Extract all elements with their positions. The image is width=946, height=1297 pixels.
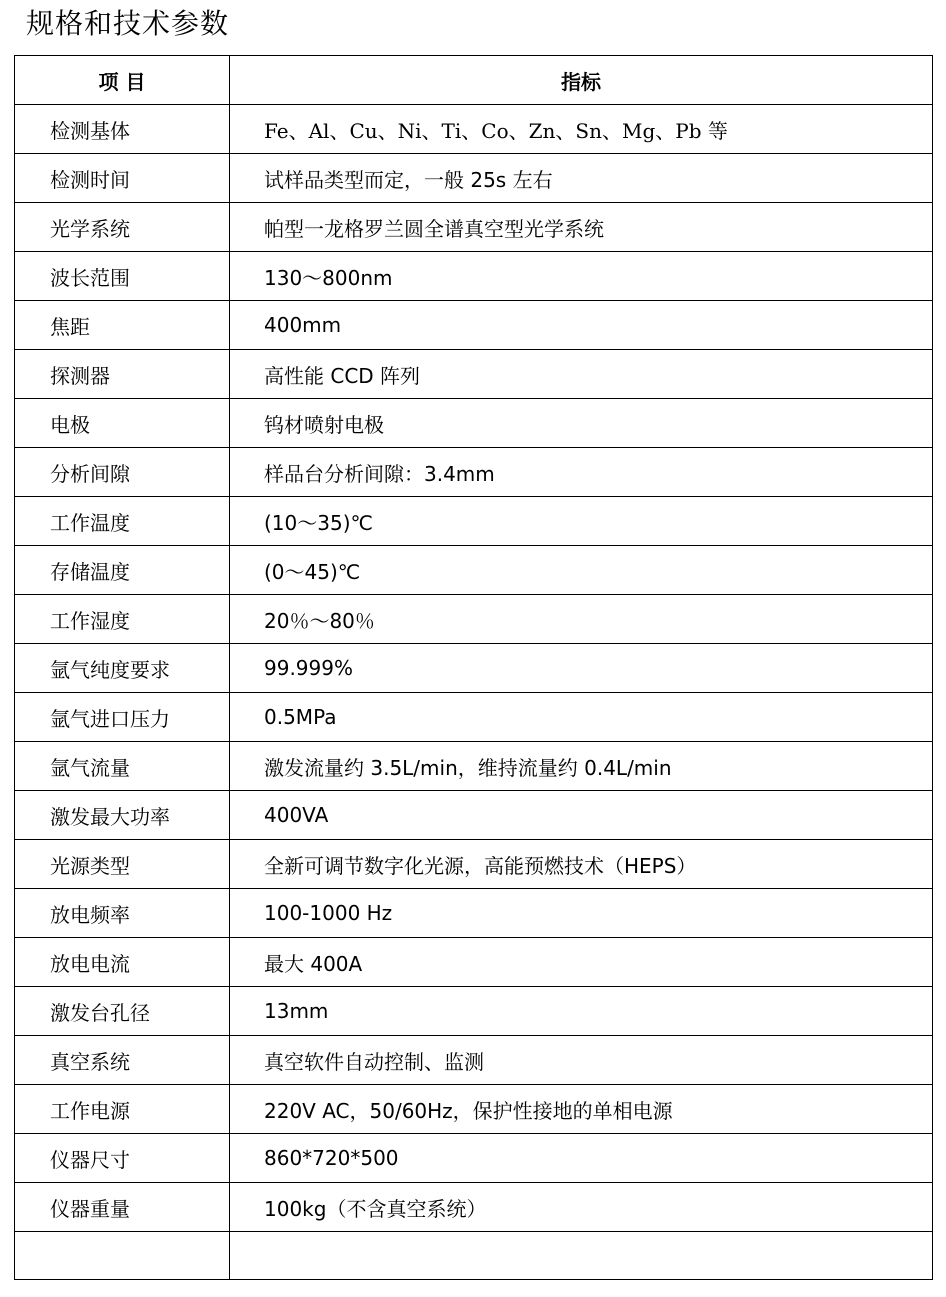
spec-table xyxy=(14,55,933,1280)
spec-item-value: 高性能 CCD 阵列 xyxy=(230,350,933,399)
spec-item-value: 全新可调节数字化光源，高能预燃技术（HEPS） xyxy=(230,840,933,889)
table-row xyxy=(15,546,933,595)
spec-item-value: 20％～80％ xyxy=(230,595,933,644)
spec-item-label: 工作湿度 xyxy=(15,595,230,644)
spec-item-label: 氩气进口压力 xyxy=(15,693,230,742)
table-row xyxy=(15,203,933,252)
spec-item-label: 探测器 xyxy=(15,350,230,399)
spec-item-label: 放电电流 xyxy=(15,938,230,987)
table-row xyxy=(15,595,933,644)
spec-item-value: 130～800nm xyxy=(230,252,933,301)
spec-item-label: 工作电源 xyxy=(15,1085,230,1134)
spec-item-label: 分析间隙 xyxy=(15,448,230,497)
table-row xyxy=(15,1085,933,1134)
spec-item-label: 检测时间 xyxy=(15,154,230,203)
spec-item-value: 100kg（不含真空系统） xyxy=(230,1183,933,1232)
spec-item-value: 400mm xyxy=(230,301,933,350)
spec-item-value: 最大 400A xyxy=(230,938,933,987)
spec-item-value: (10～35)℃ xyxy=(230,497,933,546)
spec-item-value: 真空软件自动控制、监测 xyxy=(230,1036,933,1085)
spec-item-label: 电极 xyxy=(15,399,230,448)
spec-item-value: Fe、Al、Cu、Ni、Ti、Co、Zn、Sn、Mg、Pb 等 xyxy=(230,105,933,154)
table-row xyxy=(15,938,933,987)
spec-item-label: 仪器重量 xyxy=(15,1183,230,1232)
spec-item-label: 仪器尺寸 xyxy=(15,1134,230,1183)
spec-item-label: 焦距 xyxy=(15,301,230,350)
table-row xyxy=(15,693,933,742)
spec-item-label: 存储温度 xyxy=(15,546,230,595)
spec-item-label: 氩气流量 xyxy=(15,742,230,791)
spec-item-label: 氩气纯度要求 xyxy=(15,644,230,693)
spec-item-value: 激发流量约 3.5L/min，维持流量约 0.4L/min xyxy=(230,742,933,791)
table-row xyxy=(15,742,933,791)
spec-item-label: 光学系统 xyxy=(15,203,230,252)
table-row xyxy=(15,791,933,840)
spec-item-value: 试样品类型而定，一般 25s 左右 xyxy=(230,154,933,203)
spec-item-value: 99.999% xyxy=(230,644,933,693)
spec-item-label: 工作温度 xyxy=(15,497,230,546)
table-body xyxy=(15,105,933,1280)
spec-item-value xyxy=(230,1232,933,1280)
table-row xyxy=(15,448,933,497)
spec-item-label: 放电频率 xyxy=(15,889,230,938)
table-row xyxy=(15,840,933,889)
spec-item-label: 检测基体 xyxy=(15,105,230,154)
table-row xyxy=(15,252,933,301)
table-row xyxy=(15,1036,933,1085)
spec-item-value: 13mm xyxy=(230,987,933,1036)
spec-item-value: 100-1000 Hz xyxy=(230,889,933,938)
header-value: 指标 xyxy=(230,56,933,105)
table-row xyxy=(15,889,933,938)
table-header-row xyxy=(15,56,933,105)
table-row xyxy=(15,497,933,546)
spec-item-value: 0.5MPa xyxy=(230,693,933,742)
table-row xyxy=(15,154,933,203)
spec-item-label: 真空系统 xyxy=(15,1036,230,1085)
spec-item-value: 400VA xyxy=(230,791,933,840)
table-row xyxy=(15,1134,933,1183)
spec-item-label: 激发台孔径 xyxy=(15,987,230,1036)
spec-item-value: 钨材喷射电极 xyxy=(230,399,933,448)
table-row xyxy=(15,644,933,693)
spec-item-value: 220V AC，50/60Hz，保护性接地的单相电源 xyxy=(230,1085,933,1134)
spec-item-label xyxy=(15,1232,230,1280)
spec-item-label: 激发最大功率 xyxy=(15,791,230,840)
table-row xyxy=(15,1183,933,1232)
header-item: 项 目 xyxy=(15,56,230,105)
spec-item-label: 光源类型 xyxy=(15,840,230,889)
table-row xyxy=(15,105,933,154)
page-title: 规格和技术参数 xyxy=(26,7,230,40)
table-row xyxy=(15,399,933,448)
spec-item-value: 样品台分析间隙：3.4mm xyxy=(230,448,933,497)
table-row xyxy=(15,350,933,399)
spec-item-value: 帕型一龙格罗兰圆全谱真空型光学系统 xyxy=(230,203,933,252)
spec-item-value: 860*720*500 xyxy=(230,1134,933,1183)
spec-item-value: (0～45)℃ xyxy=(230,546,933,595)
table-row xyxy=(15,1232,933,1280)
table-row xyxy=(15,987,933,1036)
table-row xyxy=(15,301,933,350)
spec-item-label: 波长范围 xyxy=(15,252,230,301)
